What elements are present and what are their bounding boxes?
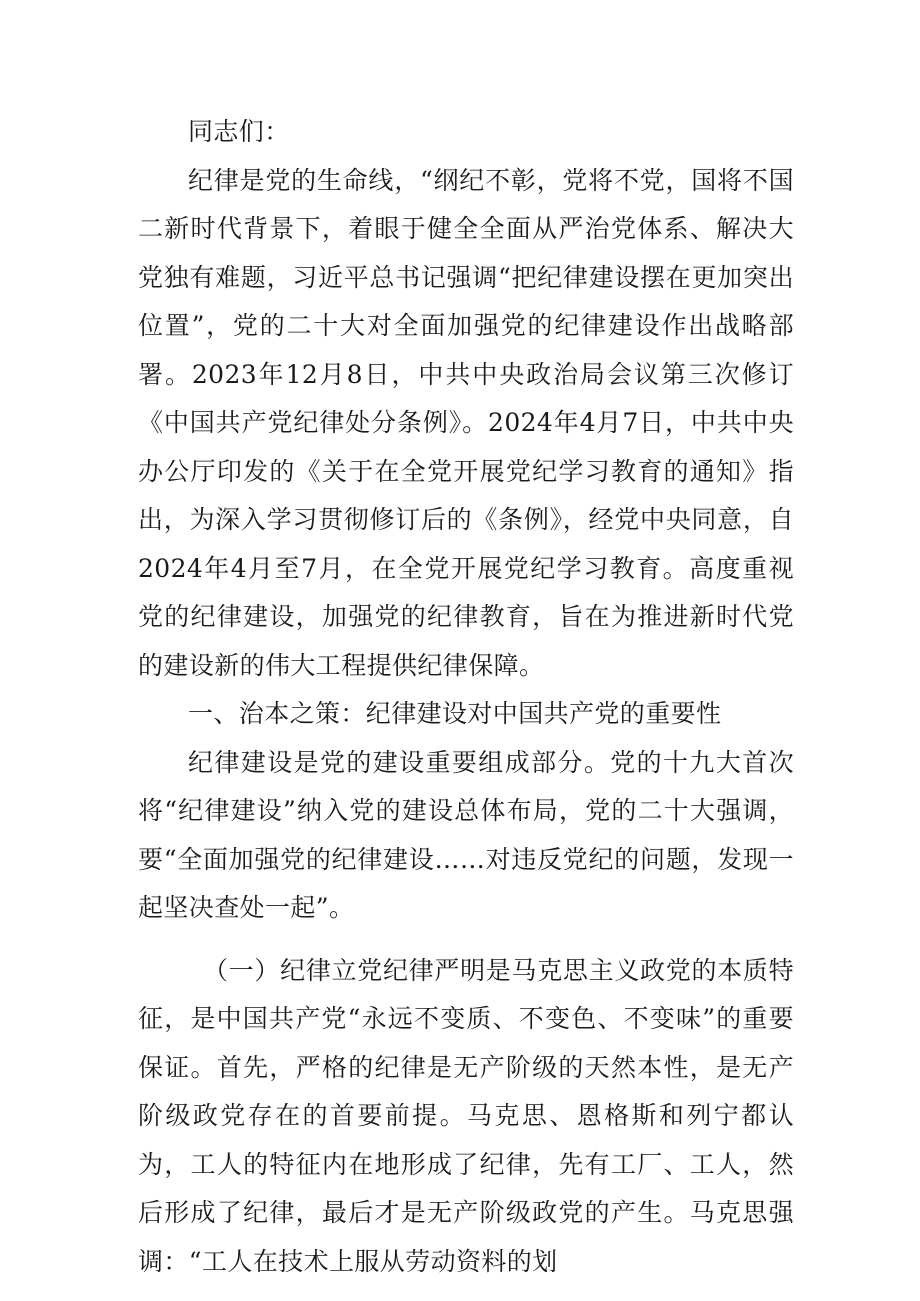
subsection-paragraph: （一）纪律立党纪律严明是马克思主义政党的本质特征，是中国共产党“永远不变质、不变色、不变味”的重要保证。首先，严格的纪律是无产阶级的天然本性，是无产阶级政党存在的首要前提。马克思、恩格斯和列宁都认为，工人的特征内在地形成了纪律，先有工厂、工人，然后形成了纪律，最后才是无产阶级政党的产生。马克思强调：“工人在技术上服从劳动资料的划 xyxy=(138,955,794,1276)
salutation: 同志们： xyxy=(188,117,290,146)
document-body xyxy=(138,108,794,1286)
section-paragraph: 纪律建设是党的建设重要组成部分。党的十九大首次将“纪律建设”纳入党的建设总体布局，党的二十大强调，要“全面加强党的纪律建设……对违反党纪的问题，发现一起坚决查处一起”。 xyxy=(138,747,794,922)
section-heading: 一、治本之策：纪律建设对中国共产党的重要性 xyxy=(188,699,722,728)
intro-paragraph: 纪律是党的生命线，“纲纪不彰，党将不党，国将不国二新时代背景下，着眼于健全全面从严治党体系、解决大党独有难题，习近平总书记强调“把纪律建设摆在更加突出位置”，党的二十大对全面加强党的纪律建设作出战略部署。2023年12月8日，中共中央政治局会议第三次修订《中国共产党纪律处分条例》。2024年4月7日，中共中央办公厅印发的《关于在全党开展党纪学习教育的通知》指出，为深入学习贯彻修订后的《条例》，经党中央同意，自2024年4月至7月，在全党开展党纪学习教育。高度重视党的纪律建设，加强党的纪律教育，旨在为推进新时代党的建设新的伟大工程提供纪律保障。 xyxy=(138,165,794,680)
